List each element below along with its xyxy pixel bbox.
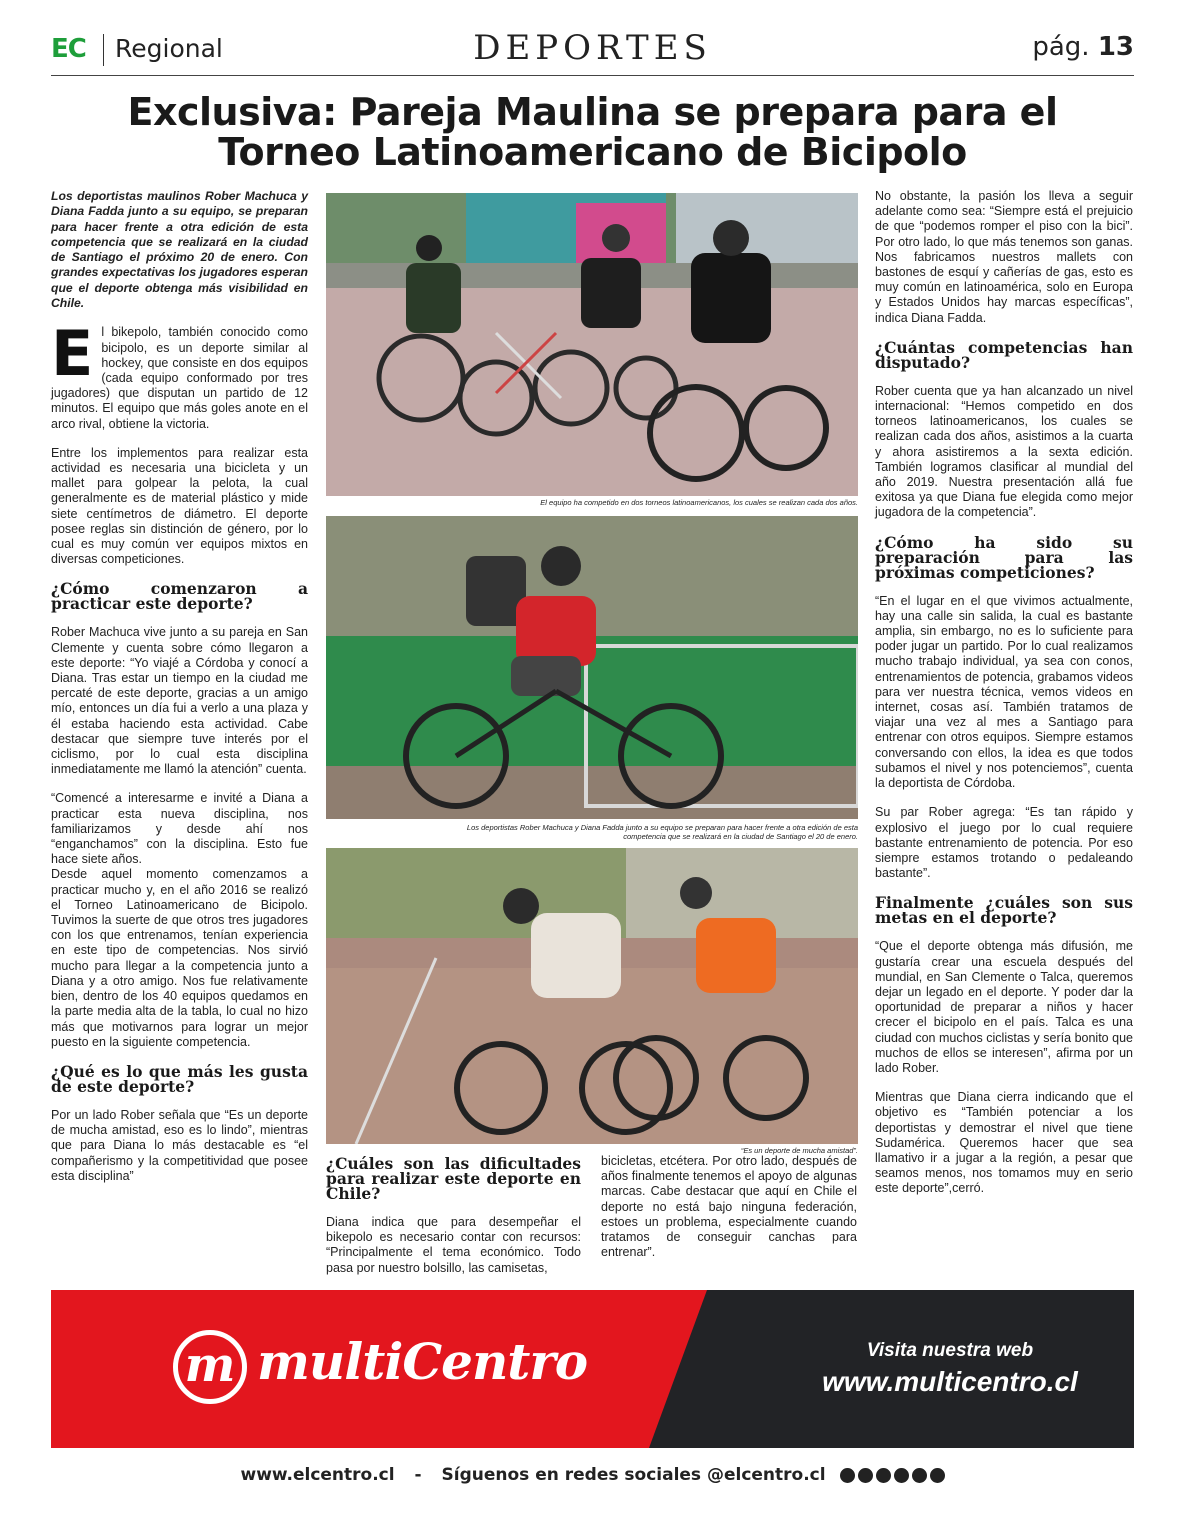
- paragraph: Rober Machuca vive junto a su pareja en San Clemente y cuenta sobre cómo llegaron a este deporte: “Yo viajé a Córdoba y conocí a Diana. Tras estar un tiempo en la ciudad me percaté de este deporte, gracias a un amigo mío, entonces un día fui a verlo a una plaza y él estaba haciendo esta actividad. Cabe destacar que siempre tuve interés por el ciclismo, por lo cual esta disciplina inmediatamente me llamó la atención” cuenta.: [51, 625, 308, 777]
- subheading: ¿Qué es lo que más les gusta de este deporte?: [51, 1061, 308, 1096]
- paragraph: Por un lado Rober señala que “Es un deporte de mucha amistad, eso es lo lindo”, mientras que para Diana lo más destacable es “el compañerismo y la competitividad que posee esta disciplina”: [51, 1107, 308, 1183]
- footer-site-link[interactable]: www.elcentro.cl: [240, 1465, 395, 1485]
- ec-logo: EC: [51, 34, 86, 64]
- paragraph: Mientras que Diana cierra indicando que el objetivo es “También potenciar a los deportistas y demostrar el nivel que tiene Sudamérica. Queremos hacer que sea llamativo ir a jugar a la región, a pesar que seamos menos, nos tomamos muy en serio este deporte”,cerró.: [875, 1090, 1133, 1196]
- multicentro-logo-icon: m: [173, 1330, 247, 1404]
- footer-follow-text: Síguenos en redes sociales @elcentro.cl: [441, 1465, 826, 1485]
- social-icons: [840, 1468, 945, 1483]
- article-title: Exclusiva: Pareja Maulina se prepara para el Torneo Latinoamericano de Bicipolo: [127, 90, 1058, 174]
- column-1: [51, 189, 308, 1198]
- page-label: pág.: [1032, 32, 1090, 62]
- subheading: ¿Cómo comenzaron a practicar este deporte?: [51, 579, 308, 614]
- youtube-icon[interactable]: [876, 1468, 891, 1483]
- instagram-icon[interactable]: [858, 1468, 873, 1483]
- paragraph: No obstante, la pasión los lleva a seguir adelante como sea: “Siempre está el prejuicio de que “podemos romper el piso con la bici”. Por otro lado, lo que más tenemos son ganas. Nos fabricamos nuestros mallets con bastones de esquí y cañerías de gas, esto es muy común en latinoamérica, solo en Europa y Estados Unidos hay marcas específicas”, indica Diana Fadda.: [875, 189, 1133, 325]
- tiktok-icon[interactable]: [930, 1468, 945, 1483]
- paragraph: bicicletas, etcétera. Por otro lado, después de años finalmente tenemos el apoyo de algunas marcas. Cabe destacar que aquí en Chile el deporte no está bajo ninguna federación, estoes un problema, especialmente cuando tratamos de conseguir canchas para entrenar”.: [601, 1154, 857, 1260]
- subheading: ¿Cómo ha sido su preparación para las próximas competiciones?: [875, 532, 1133, 582]
- photo-two-cyclists: [326, 848, 858, 1144]
- column-2: [326, 1154, 581, 1290]
- facebook-icon[interactable]: [840, 1468, 855, 1483]
- multicentro-ad-banner[interactable]: [51, 1290, 1134, 1448]
- footer-separator: -: [414, 1465, 422, 1485]
- photo-caption: El equipo ha competido en dos torneos latinoamericanos, los cuales se realizan cada dos años.: [540, 498, 858, 507]
- drop-cap: E: [51, 317, 94, 391]
- page-header: [51, 28, 1134, 76]
- department-title: DEPORTES: [473, 28, 712, 68]
- subheading: ¿Cuáles son las dificultades para realizar este deporte en Chile?: [326, 1154, 581, 1203]
- ad-visit-text: Visita nuestra web: [866, 1340, 1034, 1361]
- paragraph: Entre los implementos para realizar esta actividad es necesaria una bicicleta y un mallet para golpear la pelota, la cual generalmente es de material plástico y mide siete centímetros de diámetro. El deporte posee reglas sin distinción de género, por lo cual es muy común ver equipos mixtos en diversas competiciones.: [51, 445, 308, 567]
- paragraph: Desde aquel momento comenzamos a practicar mucho y, en el año 2016 se realizó el Torneo Latinoamericano de Bicipolo. Tuvimos la suerte de que otros tres jugadores con los que entrenamos, tenían experiencia en este tipo de competencias. Nos sirvió mucho para llegar a la competencia junto a Diana y a otro amigo. Nos fue relativamente bien, dentro de los 40 equipos quedamos en la parte media alta de la tabla, lo cual no hizo más que motivarnos para lograr un mejor puesto en la siguiente competencia.: [51, 867, 308, 1049]
- subheading: Finalmente ¿cuáles son sus metas en el deporte?: [875, 893, 1133, 928]
- section-name: Regional: [115, 34, 223, 63]
- column-4: [875, 189, 1133, 1211]
- ad-brand-name: multiCentro: [257, 1332, 588, 1391]
- column-3: [601, 1154, 857, 1274]
- ad-website-link[interactable]: www.multicentro.cl: [822, 1366, 1078, 1397]
- paragraph: Su par Rober agrega: “Es tan rápido y explosivo el juego por lo cual requiere bastante entrenamiento de potencia. Por eso siempre estamos trotando o pedaleando bastante”.: [875, 805, 1133, 881]
- photo-caption: Los deportistas Rober Machuca y Diana Fadda junto a su equipo se preparan para hacer frente a otra edición de esta competencia que se realizará en la ciudad de Santiago el 20 de enero.: [466, 823, 858, 841]
- paragraph-text: l bikepolo, también conocido como bicipolo, es un deporte similar al hockey, que consiste en dos equipos (cada equipo conformado por tres jugadores) que disputan un partido de 12 minutos. El equipo que más goles anote en el arco rival, obtiene la victoria.: [51, 325, 308, 431]
- twitter-icon[interactable]: [894, 1468, 909, 1483]
- photo-caption: “Es un deporte de mucha amistad”.: [740, 1146, 858, 1155]
- paragraph: “En el lugar en el que vivimos actualmente, hay una calle sin salida, la cual es bastante amplia, sin embargo, no es lo suficiente para poder jugar un partido. Por lo cual realizamos mucho trabajo individual, ya sea con conos, entrenamientos de potencia, grabamos videos para ver nuestra técnica, vemos videos en internet, cosas así. También tratamos de viajar una vez al mes a Santiago para entrenar con otros equipos. Siempre estamos conversando con ellos, la idea es que todos subamos el nivel y nos potenciemos”, cuenta la deportista de Córdoba.: [875, 593, 1133, 791]
- paragraph: [51, 317, 308, 431]
- article-lead: Los deportistas maulinos Rober Machuca y Diana Fadda junto a su equipo, se preparan para hacer frente a otra edición de esta competencia que se realizará en la ciudad de Santiago el próximo 20 de enero. Con grandes expectativas los jugadores esperan que el deporte obtenga más visibilidad en Chile.: [51, 189, 308, 311]
- photo-cyclists-playing: [326, 193, 858, 496]
- page-footer: [0, 1465, 1185, 1485]
- page-number-value: 13: [1097, 32, 1134, 62]
- spotify-icon[interactable]: [912, 1468, 927, 1483]
- paragraph: “Comencé a interesarme e invité a Diana a practicar esta nueva disciplina, nos familiarizamos y desde ahí nos “enganchamos” con la disciplina. Esto fue hace siete años.: [51, 791, 308, 867]
- page-number: [1032, 32, 1134, 62]
- subheading: ¿Cuántas competencias han disputado?: [875, 337, 1133, 372]
- photo-woman-cyclist: [326, 516, 858, 819]
- paragraph: Diana indica que para desempeñar el bikepolo es necesario contar con recursos: “Principalmente el tema económico. Todo pasa por nuestro bolsillo, las camisetas,: [326, 1215, 581, 1275]
- paragraph: Rober cuenta que ya han alcanzado un nivel internacional: “Hemos competido en dos torneos latinoamericanos, los cuales se realizan cada dos años, asistimos a la cuarta y ahora asistiremos a la sexta edición. También logramos clasificar al mundial del año 2019. Nuestra presentación allá fue exitosa ya que Diana fue elegida como mejor jugadora de la competencia”.: [875, 383, 1133, 520]
- paragraph: “Que el deporte obtenga más difusión, me gustaría crear una escuela después del mundial, en San Clemente o Talca, queremos dejar un legado en el deporte. Y poder dar la oportunidad de preparar a niños y hacer crecer el bicipolo en el país. Talca es una ciudad con muchos ciclistas y sería bonito que muchos de ellos se interesen”, afirma por un lado Rober.: [875, 939, 1133, 1075]
